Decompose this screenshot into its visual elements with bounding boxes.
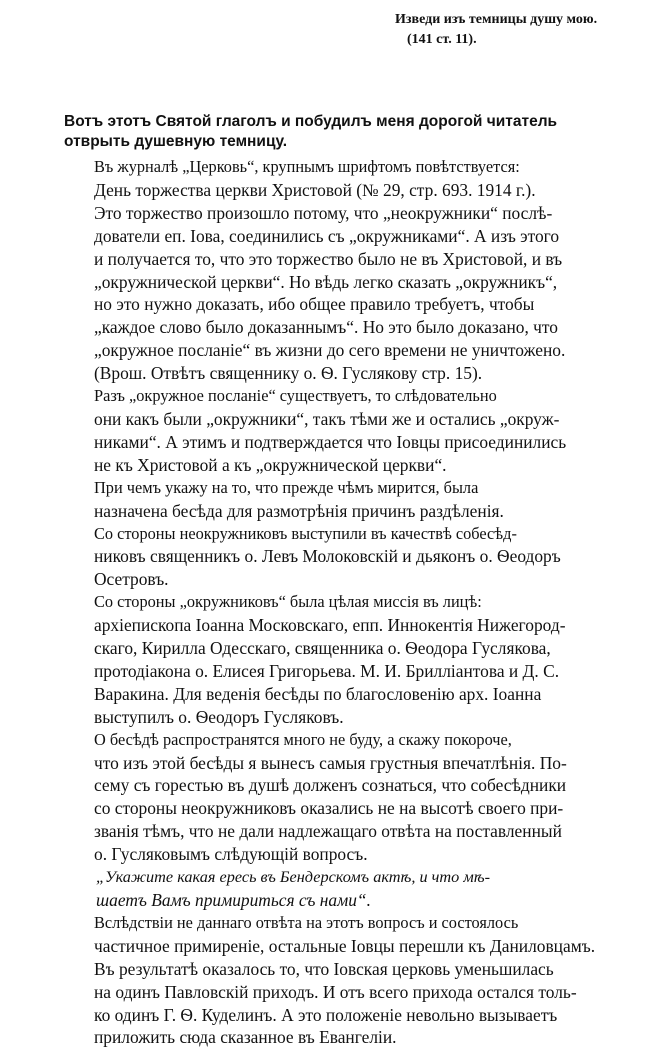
text-line: никами“. А этимъ и подтверждается что Іовцы присоединились (94, 431, 567, 452)
text-line: выступилъ о. Ѳеодоръ Гусляковъ. (94, 706, 344, 727)
text-line: ко одинъ Г. Ѳ. Куделинъ. А это положеніе невольно вызываетъ (94, 1004, 558, 1025)
text-line: скаго, Кирилла Одесскаго, священника о. Ѳеодора Гуслякова, (94, 638, 551, 659)
paragraph (64, 523, 642, 592)
paragraph (64, 591, 642, 728)
text-line: назначена бесѣда для размотрѣнія причинъ раздѣленія. (94, 500, 504, 521)
text-line: Это торжество произошло потому, что „неокружники“ послѣ- (94, 202, 553, 223)
text-line: на одинъ Павловскій приходъ. И отъ всего прихода остался толь- (94, 981, 577, 1002)
text-line: Со стороны неокружниковъ выступили въ качествѣ собесѣд- (94, 523, 517, 543)
text-line: Вслѣдствіи не даннаго отвѣта на этотъ вопросъ и состоялось (94, 912, 519, 932)
text-line: „окружнической церкви“. Но вѣдь легко сказать „окружникъ“, (94, 271, 558, 292)
text-line: частичное примиреніе, остальные Іовцы перешли къ Даниловцамъ. (94, 935, 596, 956)
text-line: что изъ этой бесѣды я вынесъ самыя грустныя впечатлѣнія. По- (94, 752, 567, 773)
text-line: Со стороны „окружниковъ“ была цѣлая миссія въ лицѣ: (94, 592, 482, 612)
paragraph (64, 477, 642, 523)
text-line: протодіакона о. Елисея Григорьева. М. И. Бриллiантова и Д. С. (94, 660, 560, 681)
paragraph (64, 156, 642, 385)
text-line: о. Гусляковымъ слѣдующій вопросъ. (94, 844, 368, 865)
text-line: шаетъ Вамъ примириться съ нами“. (96, 890, 371, 910)
text-line: „Укажите какая ересь въ Бендерскомъ актѣ, и что мѣ- (96, 868, 490, 887)
text-line: приложить сюда сказанное въ Евангеліи. (94, 1027, 397, 1048)
text-line: они какъ были „окружники“, такъ тѣми же и остались „окруж- (94, 408, 560, 429)
text-line: со стороны неокружниковъ оказались не на высотѣ своего при- (94, 798, 564, 819)
text-line: Разъ „окружное посланіе“ существуетъ, то слѣдовательно (94, 386, 497, 406)
text-line: Въ журналѣ „Церковь“, крупнымъ шрифтомъ повѣтствуется: (94, 157, 520, 176)
text-line: Въ результатѣ оказалось то, что Іовская церковь уменьшилась (94, 958, 554, 979)
text-line: не къ Христовой а къ „окружнической церкви“. (94, 454, 447, 475)
intro-line: отврыть душевную темницу. (64, 133, 288, 150)
text-line: Осетровъ. (94, 569, 169, 590)
text-line: дователи еп. Іова, соединились съ „окружниками“. А изъ этого (94, 225, 560, 246)
text-line: О бесѣдѣ распространятся много не буду, а скажу покороче, (94, 729, 512, 749)
text-line: сему съ горестью въ душѣ долженъ сознаться, что собесѣдники (94, 775, 567, 796)
epigraph-reference: (141 ст. 11). (407, 32, 477, 47)
text-line: никовъ священникъ о. Левъ Молоковскій и дьяконъ о. Ѳеодоръ (94, 546, 561, 567)
body-text (64, 156, 642, 1049)
intro-line: Вотъ этотъ Святой глаголъ и побудилъ меня дорогой читатель (64, 113, 558, 130)
intro-heading (64, 112, 642, 152)
text-line: При чемъ укажу на то, что прежде чѣмъ мирится, была (94, 477, 479, 497)
text-line: „окружное посланіе“ въ жизни до сего времени не уничтожено. (94, 340, 566, 361)
epigraph (395, 10, 640, 50)
text-line: званія тѣмъ, что не дали надлежащаго отвѣта на поставленный (94, 821, 562, 842)
text-line: „каждое слово было доказаннымъ“. Но это было доказано, что (94, 317, 558, 338)
epigraph-line: Изведи изъ темницы душу мою. (395, 12, 598, 27)
text-line: архіепископа Іоанна Московскаго, епп. Иннокентія Нижегород- (94, 615, 566, 636)
text-line: но это нужно доказать, ибо общее правило требуетъ, чтобы (94, 294, 535, 315)
text-line: (Врош. Отвѣтъ священнику о. Ѳ. Гуслякову стр. 15). (94, 363, 483, 384)
paragraph (64, 912, 642, 1049)
paragraph (64, 729, 642, 866)
quoted-question (64, 866, 642, 912)
text-line: День торжества церкви Христовой (№ 29, стр. 693. 1914 г.). (94, 179, 536, 200)
text-line: Варакина. Для веденія бесѣды по благословенію арх. Іоанна (94, 683, 542, 704)
text-line: и получается то, что это торжество было не въ Христовой, и въ (94, 248, 563, 269)
paragraph (64, 385, 642, 477)
